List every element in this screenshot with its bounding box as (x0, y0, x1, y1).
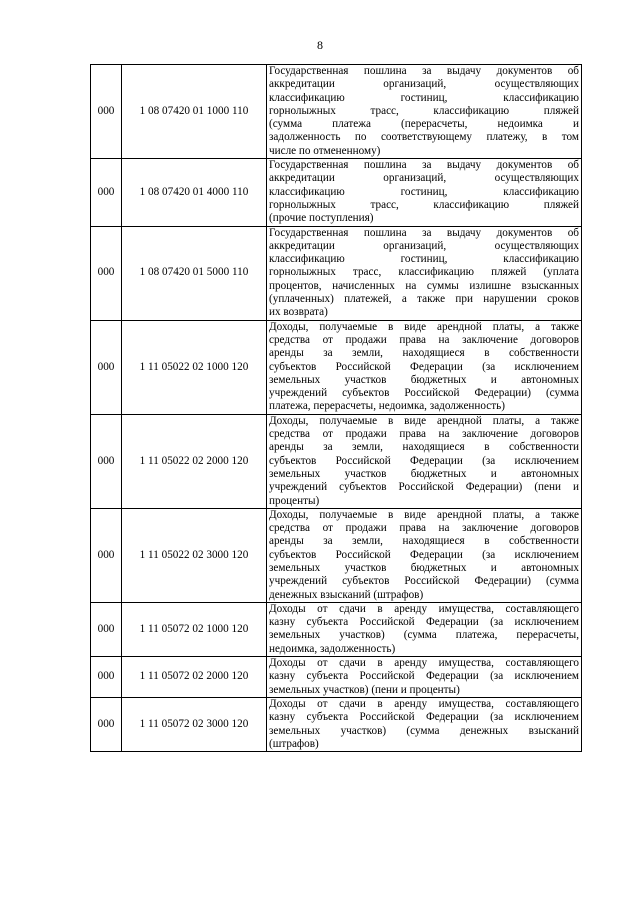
description-line: недоимка, задолженность) (269, 642, 396, 655)
budget-code-cell: 1 11 05022 02 2000 120 (122, 414, 267, 508)
description-line: аккредитации организаций, осуществляющих (269, 172, 579, 185)
description-line: (сумма платежа (перерасчеты, недоимка и (269, 118, 579, 131)
budget-codes-table-body (91, 65, 582, 752)
table-row (91, 320, 582, 414)
budget-code-cell: 1 11 05022 02 3000 120 (122, 508, 267, 602)
description-line: горнолыжных трасс, классификацию пляжей (269, 104, 579, 117)
description-cell (267, 320, 582, 414)
table-row (91, 65, 582, 159)
description-line: платежа, перерасчеты, недоимка, задолженность) (269, 400, 505, 413)
description-line: классификацию гостиниц, классификацию (269, 185, 579, 198)
description-line: Доходы, получаемые в виде арендной платы, а также (269, 320, 579, 333)
description-line: субъектов Российской Федерации (за исключением (269, 454, 579, 467)
description-cell (267, 657, 582, 698)
table-row (91, 414, 582, 508)
budget-code-cell: 1 11 05022 02 1000 120 (122, 320, 267, 414)
description-line: процентов, начисленных на суммы излишне взысканных (269, 279, 579, 292)
admin-code-cell: 000 (91, 657, 122, 698)
description-line: денежных взысканий (штрафов) (269, 588, 424, 601)
description-line: аренды за земли, находящиеся в собственности (269, 347, 579, 360)
description-line: Государственная пошлина за выдачу документов об (269, 159, 579, 172)
description-line: казну субъекта Российской Федерации (за исключением (269, 670, 579, 683)
description-line: учреждений субъектов Российской Федерации) (сумма (269, 575, 579, 588)
table-row (91, 226, 582, 320)
description-line: земельных участков бюджетных и автономных (269, 561, 579, 574)
description-line: классификацию гостиниц, классификацию (269, 253, 579, 266)
description-line: учреждений субъектов Российской Федерации) (сумма (269, 387, 579, 400)
admin-code-cell: 000 (91, 414, 122, 508)
description-line: Государственная пошлина за выдачу документов об (269, 226, 579, 239)
budget-code-cell: 1 11 05072 02 1000 120 (122, 602, 267, 656)
budget-code-cell: 1 11 05072 02 3000 120 (122, 697, 267, 751)
description-cell (267, 65, 582, 159)
description-cell (267, 159, 582, 226)
description-cell (267, 508, 582, 602)
table-row (91, 657, 582, 698)
description-line: (штрафов) (269, 737, 319, 750)
description-line: задолженность по соответствующему платежу, в том (269, 131, 579, 144)
description-line: аренды за земли, находящиеся в собственности (269, 441, 579, 454)
description-line: средства от продажи права на заключение договоров (269, 522, 579, 535)
admin-code-cell: 000 (91, 602, 122, 656)
description-line: (прочие поступления) (269, 212, 374, 225)
description-line: числе по отмененному) (269, 144, 381, 157)
admin-code-cell: 000 (91, 697, 122, 751)
description-line: горнолыжных трасс, классификацию пляжей (269, 198, 579, 211)
description-line: Государственная пошлина за выдачу документов об (269, 65, 579, 77)
description-line: земельных участков бюджетных и автономных (269, 373, 579, 386)
description-line: субъектов Российской Федерации (за исключением (269, 360, 579, 373)
description-line: субъектов Российской Федерации (за исключением (269, 548, 579, 561)
description-line: земельных участков) (сумма денежных взысканий (269, 724, 579, 737)
budget-code-cell: 1 08 07420 01 1000 110 (122, 65, 267, 159)
description-line: Доходы, получаемые в виде арендной платы, а также (269, 414, 579, 427)
description-line: Доходы от сдачи в аренду имущества, составляющего (269, 657, 579, 670)
description-line: аккредитации организаций, осуществляющих (269, 239, 579, 252)
description-cell (267, 414, 582, 508)
description-line: проценты) (269, 494, 320, 507)
table-row (91, 159, 582, 226)
table-row (91, 602, 582, 656)
description-line: классификацию гостиниц, классификацию (269, 91, 579, 104)
table-row (91, 508, 582, 602)
description-line: аренды за земли, находящиеся в собственности (269, 535, 579, 548)
table-row (91, 697, 582, 751)
description-line: земельных участков) (сумма платежа, перерасчеты, (269, 629, 579, 642)
description-line: учреждений субъектов Российской Федерации) (пени и (269, 481, 579, 494)
description-line: земельных участков) (пени и проценты) (269, 683, 460, 696)
admin-code-cell: 000 (91, 508, 122, 602)
description-line: (уплаченных) платежей, а также при нарушении сроков (269, 293, 579, 306)
budget-code-cell: 1 08 07420 01 4000 110 (122, 159, 267, 226)
description-line: горнолыжных трасс, классификацию пляжей (уплата (269, 266, 579, 279)
description-line: Доходы от сдачи в аренду имущества, составляющего (269, 602, 579, 615)
admin-code-cell: 000 (91, 320, 122, 414)
budget-code-cell: 1 08 07420 01 5000 110 (122, 226, 267, 320)
description-line: казну субъекта Российской Федерации (за исключением (269, 616, 579, 629)
description-line: аккредитации организаций, осуществляющих (269, 78, 579, 91)
budget-codes-table (90, 64, 582, 752)
description-line: средства от продажи права на заключение договоров (269, 428, 579, 441)
description-cell (267, 602, 582, 656)
page-number: 8 (317, 38, 323, 52)
description-line: Доходы, получаемые в виде арендной платы, а также (269, 508, 579, 521)
description-line: Доходы от сдачи в аренду имущества, составляющего (269, 697, 579, 710)
budget-code-cell: 1 11 05072 02 2000 120 (122, 657, 267, 698)
description-line: их возврата) (269, 306, 328, 319)
admin-code-cell: 000 (91, 65, 122, 159)
description-line: казну субъекта Российской Федерации (за исключением (269, 711, 579, 724)
description-cell (267, 226, 582, 320)
admin-code-cell: 000 (91, 159, 122, 226)
description-cell (267, 697, 582, 751)
description-line: земельных участков бюджетных и автономных (269, 467, 579, 480)
description-line: средства от продажи права на заключение договоров (269, 333, 579, 346)
admin-code-cell: 000 (91, 226, 122, 320)
